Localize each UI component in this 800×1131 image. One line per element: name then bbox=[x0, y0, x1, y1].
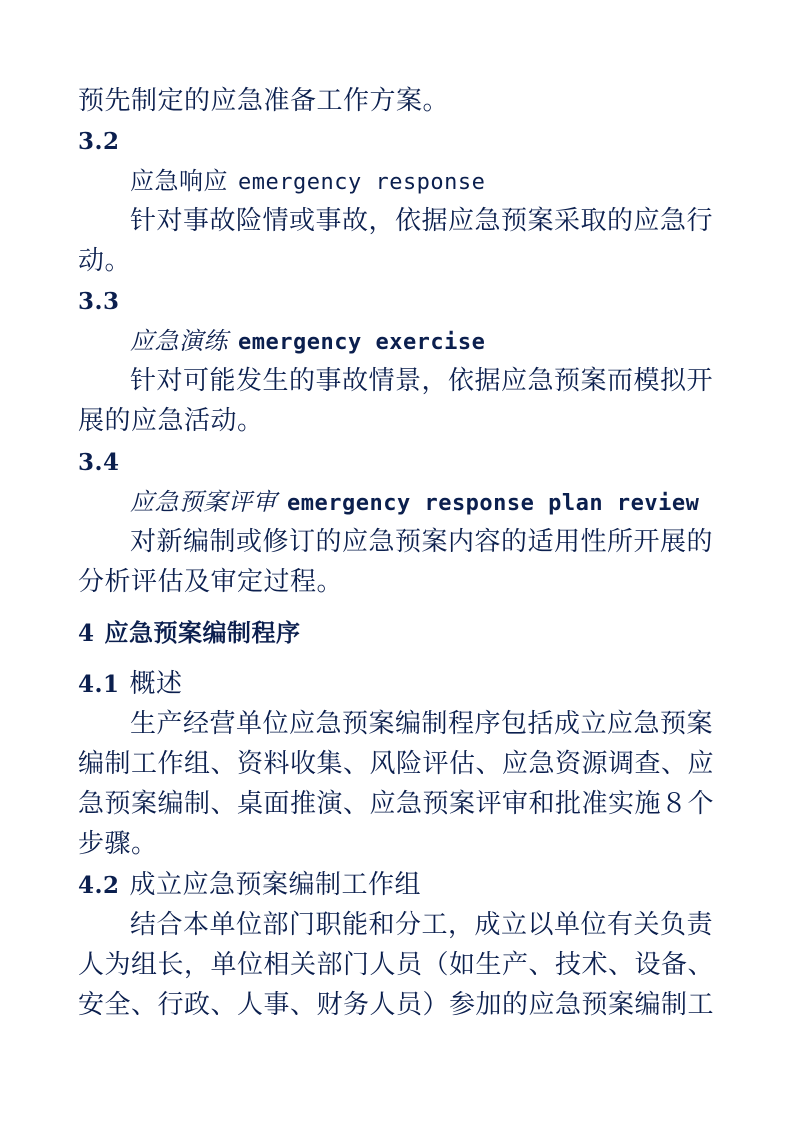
term-3-4 bbox=[130, 482, 780, 524]
section-number: 4 bbox=[78, 620, 95, 647]
section-3-4-number bbox=[78, 442, 728, 483]
section-title: 概述 bbox=[129, 669, 183, 699]
paragraph-text: 分析评估及审定过程。 bbox=[78, 567, 344, 597]
section-number: 4.1 bbox=[78, 671, 120, 698]
paragraph-text: 生产经营单位应急预案编制程序包括成立应急预案 bbox=[130, 709, 714, 739]
section-number: 3.3 bbox=[78, 288, 120, 315]
section-4-2-heading bbox=[78, 865, 728, 906]
paragraph-line bbox=[78, 945, 728, 985]
section-title: 应急预案编制程序 bbox=[104, 619, 301, 647]
term-english: emergency exercise bbox=[238, 330, 486, 355]
term-chinese: 应急演练 bbox=[130, 327, 228, 355]
term-3-3 bbox=[130, 321, 780, 363]
section-3-3-number bbox=[78, 281, 728, 322]
paragraph-text: 针对可能发生的事故情景，依据应急预案而模拟开 bbox=[130, 366, 714, 396]
paragraph-text: 编制工作组、资料收集、风险评估、应急资源调查、应 bbox=[78, 749, 715, 779]
term-english: emergency response bbox=[238, 170, 486, 195]
paragraph-text: 结合本单位部门职能和分工，成立以单位有关负责 bbox=[130, 910, 714, 940]
definition-line bbox=[130, 522, 780, 562]
paragraph-text: 步骤。 bbox=[78, 829, 158, 859]
paragraph-text: 动。 bbox=[78, 246, 132, 276]
term-chinese: 应急响应 bbox=[130, 167, 228, 195]
term-english: emergency response plan review bbox=[287, 491, 700, 516]
paragraph-text: 人为组长，单位相关部门人员（如生产、技术、设备、 bbox=[78, 950, 715, 980]
paragraph-text: 预先制定的应急准备工作方案。 bbox=[78, 86, 450, 116]
paragraph-text: 安全、行政、人事、财务人员）参加的应急预案编制工 bbox=[78, 990, 715, 1020]
paragraph-line bbox=[78, 744, 728, 784]
paragraph-line bbox=[78, 784, 728, 824]
paragraph-text: 针对事故险情或事故，依据应急预案采取的应急行 bbox=[130, 206, 714, 236]
definition-line bbox=[78, 401, 728, 441]
text-line bbox=[78, 81, 728, 121]
section-4-heading bbox=[78, 613, 728, 654]
paragraph-line bbox=[130, 704, 780, 744]
section-title: 成立应急预案编制工作组 bbox=[129, 870, 422, 900]
section-4-1-heading bbox=[78, 664, 728, 705]
section-number: 4.2 bbox=[78, 872, 120, 899]
paragraph-text: 展的应急活动。 bbox=[78, 406, 264, 436]
term-chinese: 应急预案评审 bbox=[130, 488, 277, 516]
paragraph-text: 急预案编制、桌面推演、应急预案评审和批准实施８个 bbox=[78, 789, 715, 819]
definition-line bbox=[78, 241, 728, 281]
paragraph-text: 对新编制或修订的应急预案内容的适用性所开展的 bbox=[130, 527, 714, 557]
definition-line bbox=[130, 201, 780, 241]
term-3-2 bbox=[130, 161, 780, 203]
definition-line bbox=[130, 361, 780, 401]
paragraph-line bbox=[78, 985, 728, 1025]
definition-line bbox=[78, 562, 728, 602]
section-number: 3.4 bbox=[78, 449, 120, 476]
paragraph-line bbox=[78, 824, 728, 864]
section-3-2-number bbox=[78, 121, 728, 162]
section-number: 3.2 bbox=[78, 128, 120, 155]
paragraph-line bbox=[130, 905, 780, 945]
